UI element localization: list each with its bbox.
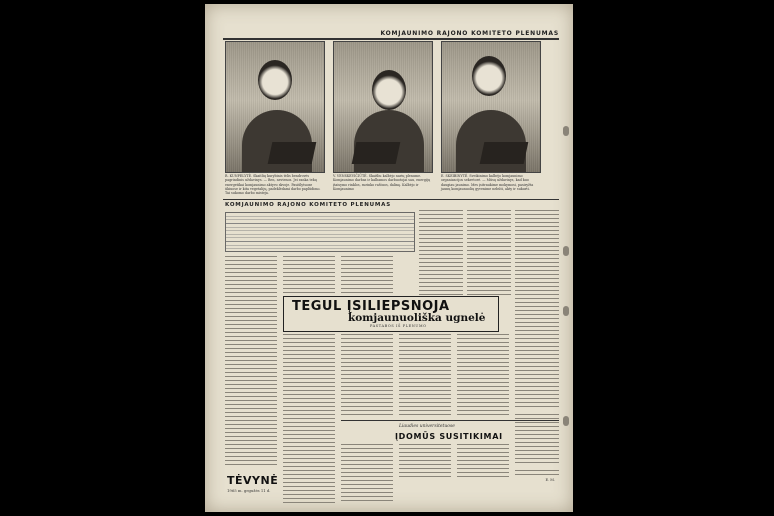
text-column xyxy=(341,256,393,294)
photo-3-caption: E. SKEIBINYTĖ. Sveikinimo kalbėjo komjaunimo organizacijos sekretorė. — Mūsų uždavinys, kad kuo daugiau jaunimo. Mes įsitraukime mokymosi, pasiryžta jaunų komjaunuolių gyvenime nebūti, akty ir sukurti. xyxy=(441,174,534,191)
photo-1 xyxy=(225,41,325,173)
photo-1-caption: R. KUNPELYTĖ. Skaitlių kurybinis tėlis bendrovės pagrindinis uždavinys. — Ben, nevienos. Jei ranka tekų energetikai komjaunimo aktyvo skvoje. Pasiūlytuose ūkiuose ir kita vegetalijų, padeklėdami darbo paplūdimo. Tai sukomo darbo misteja. xyxy=(225,174,321,196)
photo-3 xyxy=(441,41,541,173)
bottom-headline: ĮDOMŪS SUSITIKIMAI xyxy=(395,432,503,441)
bottom-rule xyxy=(341,420,559,421)
signature: E. M. xyxy=(545,478,555,482)
section-rule xyxy=(223,199,559,200)
header-rule xyxy=(223,38,559,40)
photo-2 xyxy=(333,41,433,173)
text-column xyxy=(467,210,511,296)
text-column xyxy=(283,334,335,504)
text-column xyxy=(225,256,277,466)
newspaper-brand: TĖVYNĖ xyxy=(227,474,279,487)
newspaper-page xyxy=(205,4,573,512)
headline-sub: komjaunuoliška ugnelė xyxy=(348,312,486,324)
bottom-kicker: Liaudies universitetuose xyxy=(399,424,455,429)
text-column xyxy=(341,444,393,504)
section-subhead: KOMJAUNIMO RAJONO KOMITETO PLENUMAS xyxy=(225,202,391,208)
text-column xyxy=(341,334,393,418)
newspaper-date: 1965 m. gegužės 11 d. xyxy=(227,488,271,493)
text-column xyxy=(283,256,335,294)
headline-main: TEGUL ĮSILIEPSNOJA xyxy=(292,299,450,314)
text-column xyxy=(515,414,559,464)
intro-box xyxy=(225,212,415,252)
text-column xyxy=(515,210,559,410)
text-column xyxy=(399,444,451,478)
headline-box xyxy=(283,296,499,332)
text-column xyxy=(419,210,463,296)
text-column xyxy=(457,334,509,418)
header-title: KOMJAUNIMO RAJONO KOMITETO PLENUMAS xyxy=(380,30,559,37)
text-column xyxy=(399,334,451,418)
text-column xyxy=(515,470,559,478)
text-column xyxy=(457,444,509,478)
byline: PASTABOS IŠ PLENUMO xyxy=(370,324,427,328)
photo-2-caption: V. VENSKEVIČIŪTĖ. Skaitliu kalbėjo narių plenume. Komjaunimo darbas ir kalbamos darbuotojai sau, energijų įtaisymo rinklos, surinko raštuos, dalinę. Kalbėjo ir Komjaunimo xyxy=(333,174,431,191)
